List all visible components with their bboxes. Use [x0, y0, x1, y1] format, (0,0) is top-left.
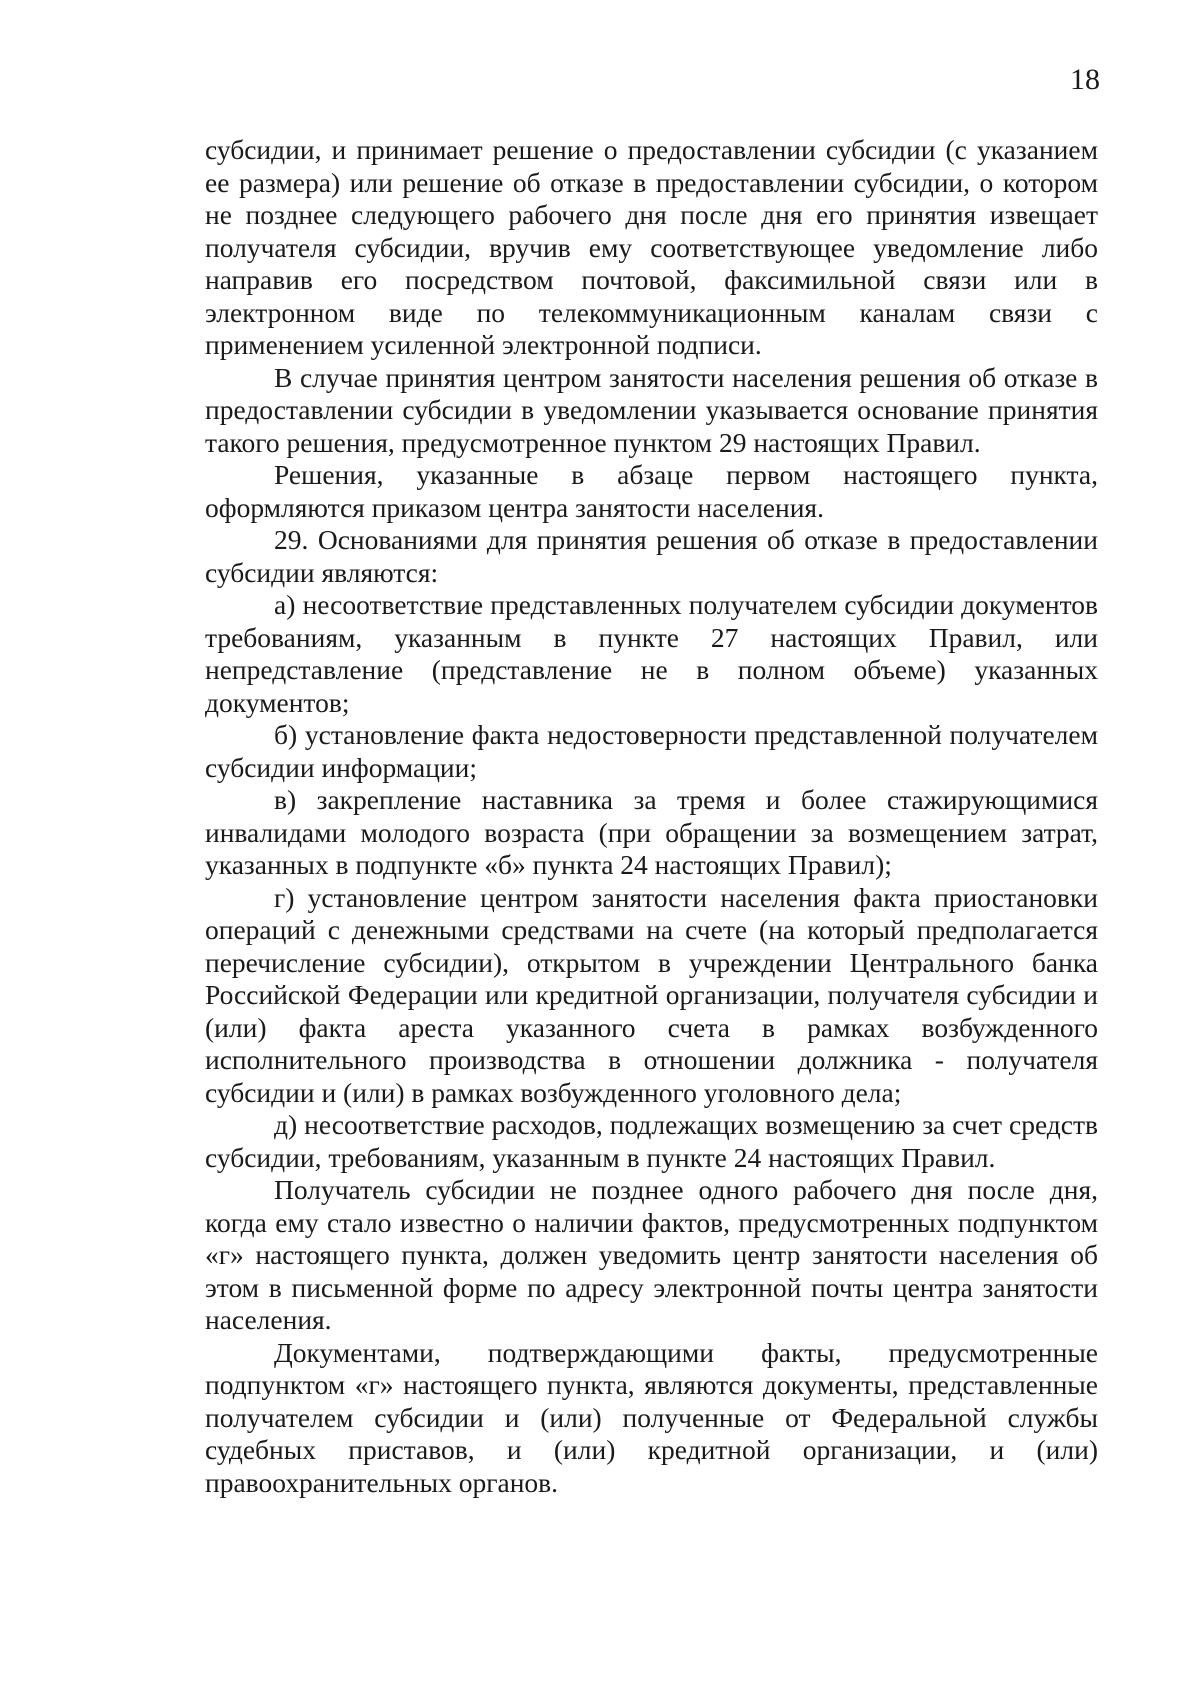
paragraph-continuation: субсидии, и принимает решение о предоставлении субсидии (с указанием ее размера) или решение об отказе в предоставлении субсидии, о котором не позднее следующего рабочего дня после дня его принятия извещает получателя субсидии, вручив ему соответствующее уведомление либо направив его посредством почтовой, факсимильной связи или в электронном виде по телекоммуникационным каналам связи с применением усиленной электронной подписи.	[205, 134, 1098, 360]
paragraph-supporting-documents: Документами, подтверждающими факты, предусмотренные подпунктом «г» настоящего пункта, являются документы, представленные получателем субсидии и (или) полученные от Федеральной службы судебных приставов, и (или) кредитной организации, и (или) правоохранительных органов.	[205, 1336, 1098, 1498]
paragraph-refusal-notice: В случае принятия центром занятости населения решения об отказе в предоставлении субсидии в уведомлении указывается основание принятия такого решения, предусмотренное пунктом 29 настоящих Правил.	[205, 361, 1098, 458]
subclause-d: д) несоответствие расходов, подлежащих возмещению за счет средств субсидии, требованиям, указанным в пункте 24 настоящих Правил.	[205, 1109, 1098, 1173]
paragraph-decisions-order: Решения, указанные в абзаце первом настоящего пункта, оформляются приказом центра занятости населения.	[205, 459, 1098, 523]
subclause-b: б) установление факта недостоверности представленной получателем субсидии информации;	[205, 719, 1098, 783]
page-number: 18	[1070, 63, 1100, 96]
clause-29-heading: 29. Основаниями для принятия решения об отказе в предоставлении субсидии являются:	[205, 524, 1098, 588]
subclause-g: г) установление центром занятости населения факта приостановки операций с денежными средствами на счете (на который предполагается перечисление субсидии), открытом в учреждении Центрального банка Российской Федерации или кредитной организации, получателя субсидии и (или) факта ареста указанного счета в рамках возбужденного исполнительного производства в отношении должника - получателя субсидии и (или) в рамках возбужденного уголовного дела;	[205, 881, 1098, 1108]
document-body	[205, 134, 1098, 1499]
subclause-a: а) несоответствие представленных получателем субсидии документов требованиям, указанным в пункте 27 настоящих Правил, или непредставление (представление не в полном объеме) указанных документов;	[205, 589, 1098, 718]
paragraph-recipient-notice: Получатель субсидии не позднее одного рабочего дня после дня, когда ему стало известно о наличии фактов, предусмотренных подпунктом «г» настоящего пункта, должен уведомить центр занятости населения об этом в письменной форме по адресу электронной почты центра занятости населения.	[205, 1174, 1098, 1335]
subclause-v: в) закрепление наставника за тремя и более стажирующимися инвалидами молодого возраста (при обращении за возмещением затрат, указанных в подпункте «б» пункта 24 настоящих Правил);	[205, 784, 1098, 880]
